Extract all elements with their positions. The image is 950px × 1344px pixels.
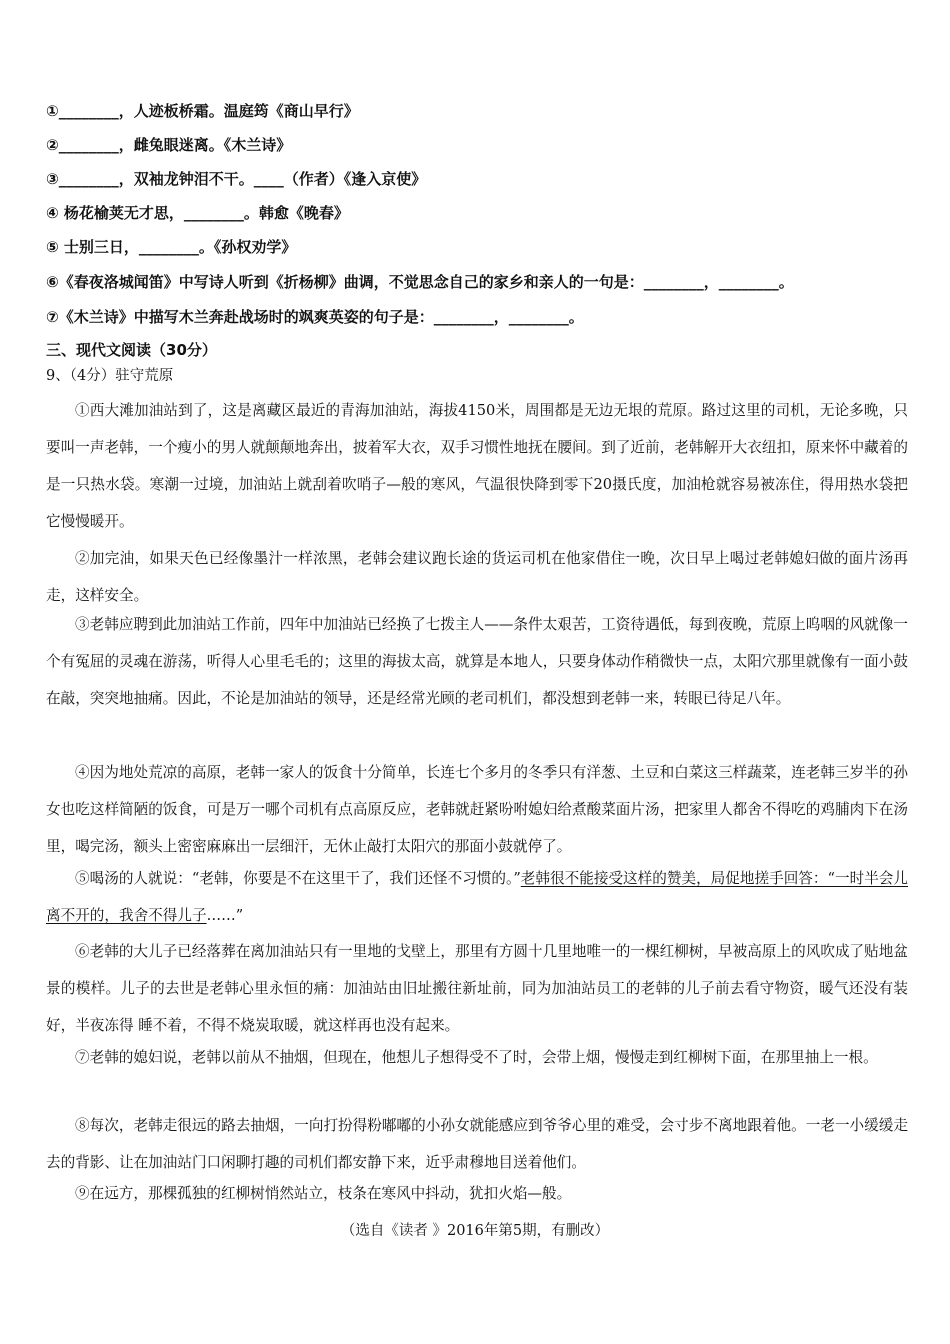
passage-paragraph-3: ③老韩应聘到此加油站工作前，四年中加油站已经换了七拨主人——条件太艰苦，工资待遇低，每到夜晚，荒原上呜咽的风就像一个有冤屈的灵魂在游荡，听得人心里毛毛的；这里的海拔太高，就算是本地人，只要身体动作稍微快一点，太阳穴那里就像有一面小鼓在敲，突突地抽痛。因此，不论是加油站的领导，还是经常光顾的老司机们，都没想到老韩一来，转眼已待足八年。 [46,616,908,707]
passage-paragraph-4: ④因为地处荒凉的高原，老韩一家人的饭食十分简单，长连七个多月的冬季只有洋葱、土豆和白菜这三样蔬菜，连老韩三岁半的孙女也吃这样简陋的饭食，可是万一哪个司机有点高原反应，老韩就赶紧吩咐媳妇给煮酸菜面片汤，把家里人都舍不得吃的鸡脯肉下在汤里，喝完汤，额头上密密麻麻出一层细汗，无休止敲打太阳穴的那面小鼓就停了。 [46,764,908,855]
source-citation: （选自《读者 》2016年第5期，有删改） [340,1223,610,1239]
fill-blank-1: ①________，人迹板桥霜。温庭筠《商山早行》 [46,102,359,120]
fill-blank-5: ⑤ 士别三日，________。《孙权劝学》 [46,238,297,256]
passage-paragraph-7: ⑦老韩的媳妇说，老韩以前从不抽烟，但现在，他想儿子想得受不了时，会带上烟，慢慢走到红柳树下面，在那里抽上一根。 [75,1049,878,1066]
question-title: 9、（4分）驻守荒原 [46,368,174,384]
passage-paragraph-5 [46,860,908,934]
passage-paragraph-9: ⑨在远方，那棵孤独的红柳树悄然站立，枝条在寒风中抖动，犹扣火焰—般。 [75,1185,572,1202]
passage-paragraph-8: ⑧每次，老韩走很远的路去抽烟，一向打扮得粉嘟嘟的小孙女就能感应到爷爷心里的难受，会寸步不离地跟着他。一老一小缓缓走去的背影、让在加油站门口闲聊打趣的司机们都安静下来，近乎肃穆地目送着他们。 [46,1117,908,1171]
paragraph-5-start: ⑤喝汤的人就说：“老韩，你要是不在这里干了，我们还怪不习惯的。” [75,870,521,887]
passage-paragraph-2: ②加完油，如果天色已经像墨汁一样浓黑，老韩会建议跑长途的货运司机在他家借住一晚，次日早上喝过老韩媳妇做的面片汤再走，这样安全。 [46,550,908,604]
fill-blank-6: ⑥《春夜洛城闻笛》中写诗人听到《折杨柳》曲调，不觉思念自己的家乡和亲人的一句是：________，________。 [46,273,794,291]
fill-blank-7: ⑦《木兰诗》中描写木兰奔赴战场时的飒爽英姿的句子是：________，________。 [46,308,584,326]
fill-blank-2: ②________，雌兔眼迷离。《木兰诗》 [46,136,292,154]
fill-blank-4: ④ 杨花榆荚无才思，________。韩愈《晚春》 [46,204,349,222]
fill-blank-3: ③________，双袖龙钟泪不干。____（作者）《逢入京使》 [46,170,427,188]
paragraph-5-end: ……” [206,907,244,924]
passage-paragraph-1: ①西大滩加油站到了，这是离藏区最近的青海加油站，海拔4150米，周围都是无边无垠的荒原。路过这里的司机，无论多晚，只要叫一声老韩，一个瘦小的男人就颠颠地奔出，披着军大衣，双手习惯性地抚在腰间。到了近前，老韩解开大衣纽扣，原来怀中藏着的是一只热水袋。寒潮一过境，加油站上就刮着吹哨子—般的寒风，气温很快降到零下20摄氏度，加油枪就容易被冻住，得用热水袋把它慢慢暖开。 [46,402,908,530]
section-heading: 三、现代文阅读（30分） [46,341,217,359]
underlined-sentence: 老韩很不能接受这样的赞美，局促地搓手回答：“一时半会儿离不开的，我舍不得儿子 [46,870,909,924]
passage-paragraph-6: ⑥老韩的大儿子已经落葬在离加油站只有一里地的戈壁上，那里有方圆十几里地唯一的一棵红柳树，早被高原上的风吹成了贴地盆景的模样。儿子的去世是老韩心里永恒的痛：加油站由旧址搬往新址前，同为加油站员工的老韩的儿子前去看守物资，暖气还没有装好，半夜冻得 睡不着，不得不烧炭取暖，就这样再也没有起来。 [46,943,908,1034]
